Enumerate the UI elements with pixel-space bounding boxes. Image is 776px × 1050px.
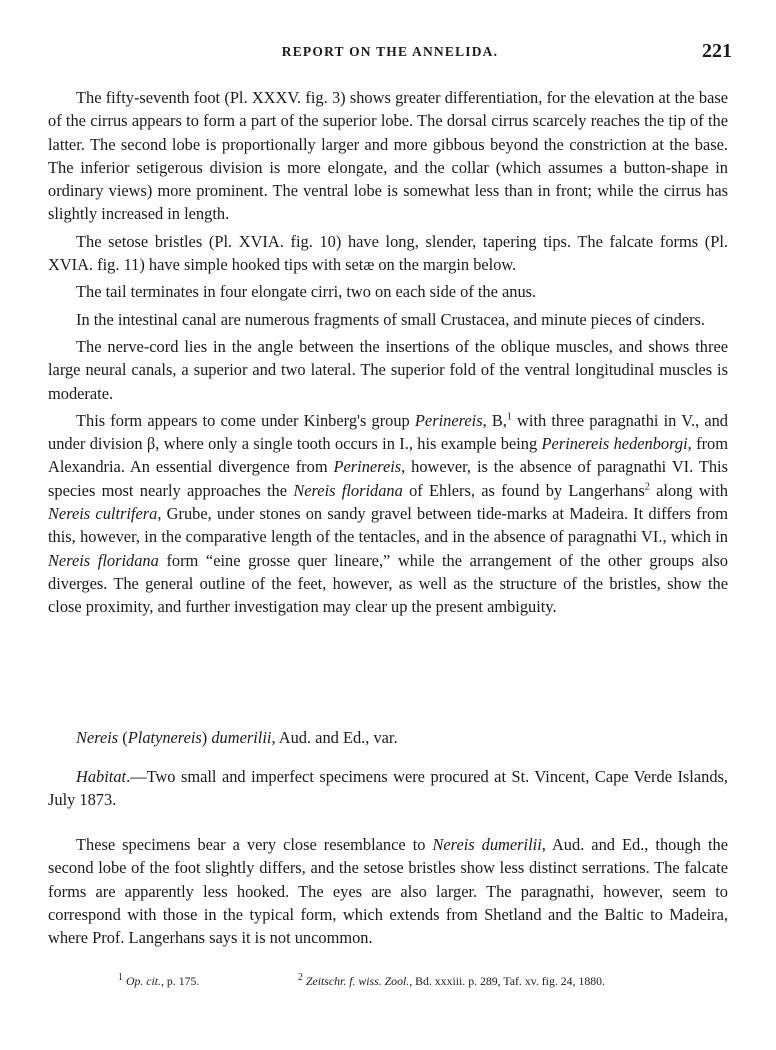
text-run: , B, bbox=[482, 410, 507, 430]
text-run: with three paragnathi in V., and under division β, where only a single tooth occurs in I., his example being bbox=[48, 410, 728, 454]
footnote-ref-1: 1 bbox=[506, 411, 512, 423]
paragraph-setose-bristles: The setose bristles (Pl. XVIA. fig. 10) have long, slender, tapering tips. The falcate forms (Pl. XVIA. fig. 11) have simple hooked tips with setæ on the margin below. bbox=[48, 231, 728, 275]
paragraph-nerve-cord: The nerve-cord lies in the angle between the insertions of the oblique muscles, and shows three large neural canals, a superior and two lateral. The superior fold of the ventral longitudinal muscles is moderate. bbox=[48, 336, 728, 403]
text-run: These specimens bear a very close resemblance to bbox=[76, 835, 433, 854]
text-run: , Aud. and Ed., though the second lobe of the foot slightly differs, and the setose bristles show less distinct serrations. The falcate forms are apparently less hooked. The eyes are also larger. The paragnathi, however, seem to correspond with those in the typical form, which extends from Shetland and the Baltic to Madeira, where Prof. Langerhans says it is not uncommon. bbox=[48, 835, 728, 948]
paren-close: ) bbox=[201, 728, 212, 747]
text-run: , Grube, under stones on sandy gravel between tide-marks at Madeira. It differs from this, however, in the comparative length of the tentacles, and in the absence of paragnathi VI., which in bbox=[48, 504, 729, 547]
footnote-ref-2: 2 bbox=[644, 481, 650, 493]
species-authority: , Aud. and Ed., var. bbox=[271, 728, 398, 747]
text-run: along with bbox=[649, 480, 728, 500]
discussion-paragraph bbox=[48, 833, 728, 949]
page-number: 221 bbox=[702, 40, 732, 62]
footnote-2 bbox=[298, 974, 605, 989]
paragraph-tail: The tail terminates in four elongate cirri, two on each side of the anus. bbox=[76, 282, 537, 302]
running-title: REPORT ON THE ANNELIDA. bbox=[281, 44, 499, 59]
text-run: This form appears to come under Kinberg's group bbox=[76, 410, 415, 430]
paragraph-kinberg-group bbox=[48, 409, 728, 619]
paren-open: ( bbox=[118, 728, 128, 747]
body-text bbox=[48, 86, 728, 619]
footnote-1-text: , p. 175. bbox=[161, 974, 200, 988]
species-heading bbox=[76, 726, 728, 749]
footnote-2-citation: Zeitschr. f. wiss. Zool. bbox=[305, 974, 410, 988]
footnote-1-citation: Op. cit. bbox=[125, 974, 162, 988]
paragraph-intestinal-canal: In the intestinal canal are numerous fragments of small Crustacea, and minute pieces of cinders. bbox=[76, 309, 705, 329]
subgenus-name: Platynereis bbox=[127, 728, 202, 747]
footnotes bbox=[118, 974, 718, 992]
genus-name: Nereis bbox=[76, 728, 119, 747]
text-run: form “eine grosse quer lineare,” while the arrangement of the other groups also diverges. The general outline of the feet, however, as well as the structure of the bristles, show the close proximity, and further investigation may clear up the present ambiguity. bbox=[48, 550, 728, 617]
text-run: , however, is the absence of paragnathi VI. This species most nearly approaches the bbox=[48, 457, 728, 500]
habitat-text: .—Two small and imperfect specimens were procured at St. Vincent, Cape Verde Islands, July 1873. bbox=[48, 767, 728, 810]
taxon-name: Perinereis bbox=[333, 457, 402, 477]
text-run: of Ehlers, as found by Langerhans bbox=[402, 480, 645, 500]
paragraph-fifty-seventh-foot: The fifty-seventh foot (Pl. XXXV. fig. 3) shows greater differentiation, for the elevation at the base of the cirrus appears to form a part of the superior lobe. The dorsal cirrus scarcely reaches the tip of the latter. The second lobe is proportionally larger and more gibbous beyond the constriction at the base. The inferior setigerous division is more elongate, and the collar (which assumes a button-shape in ordinary views) more prominent. The ventral lobe is somewhat less than in front; while the cirrus has slightly increased in length. bbox=[48, 88, 728, 224]
habitat-paragraph bbox=[48, 765, 728, 812]
footnote-1 bbox=[118, 974, 199, 989]
page-header bbox=[48, 40, 732, 68]
taxon-name: Perinereis hedenborgi bbox=[541, 434, 688, 454]
footnote-2-mark: 2 bbox=[298, 972, 303, 984]
footnote-2-text: , Bd. xxxiii. p. 289, Taf. xv. fig. 24, 1880. bbox=[409, 974, 605, 988]
species-epithet: dumerilii bbox=[211, 728, 272, 747]
text-run: , from Alexandria. An essential divergence from bbox=[48, 434, 729, 477]
taxon-name: Perinereis bbox=[414, 410, 483, 430]
taxon-name: Nereis cultrifera bbox=[48, 504, 158, 524]
taxon-name: Nereis floridana bbox=[293, 480, 403, 500]
habitat-label: Habitat bbox=[76, 767, 127, 786]
taxon-name: Nereis dumerilii bbox=[432, 835, 542, 854]
taxon-name: Nereis floridana bbox=[48, 550, 159, 570]
footnote-1-mark: 1 bbox=[118, 972, 123, 984]
